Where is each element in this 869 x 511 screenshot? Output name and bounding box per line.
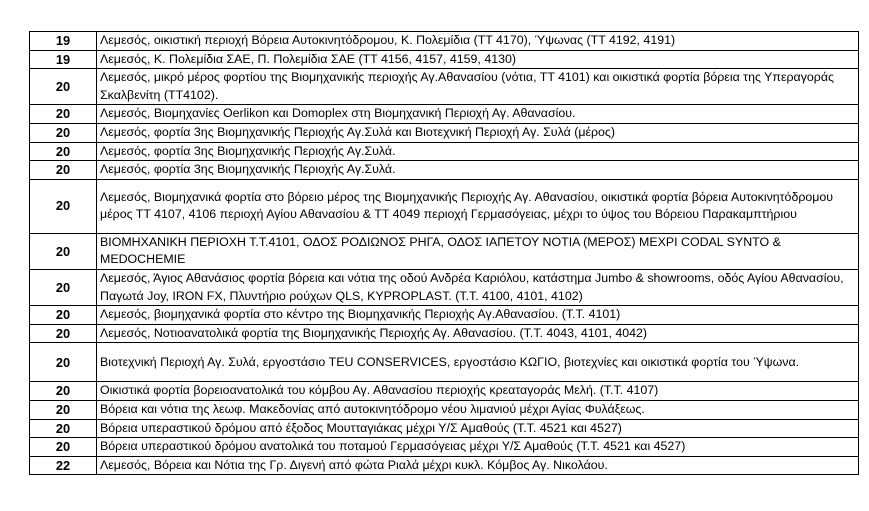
area-description-cell: Λεμεσός, Κ. Πολεμίδια ΣΑΕ, Π. Πολεμίδια ΣΑΕ (ΤΤ 4156, 4157, 4159, 4130)	[97, 50, 859, 69]
table-row	[30, 161, 859, 180]
table-row	[30, 105, 859, 124]
table-row	[30, 400, 859, 419]
area-description-cell: Λεμεσός, βιομηχανικά φορτία στο κέντρο της Βιομηχανικής Περιοχής Αγ.Αθανασίου. (Τ.Τ. 4101)	[97, 306, 859, 325]
table-row	[30, 419, 859, 438]
area-description-cell: Βιοτεχνική Περιοχή Αγ. Συλά, εργοστάσιο TEU CONSERVICES, εργοστάσιο ΚΩΓΙΟ, βιοτεχνίες και οικιστικά φορτία του Ύψωνα.	[97, 343, 859, 382]
table-row	[30, 343, 859, 382]
table-row	[30, 50, 859, 69]
area-description-cell: Βόρεια υπεραστικού δρόμου από έξοδος Μουτταγιάκας μέχρι Υ/Σ Αμαθούς (Τ.Τ. 4521 και 4527)	[97, 419, 859, 438]
day-cell: 19	[30, 32, 97, 51]
outage-table-body	[30, 32, 859, 475]
day-cell: 20	[30, 306, 97, 325]
area-description-cell: Βόρεια και νότια της λεωφ. Μακεδονίας από αυτοκινητόδρομο νέου λιμανιού μέχρι Αγίας Φυλάξεως.	[97, 400, 859, 419]
day-cell: 20	[30, 142, 97, 161]
day-cell: 20	[30, 105, 97, 124]
table-row	[30, 324, 859, 343]
day-cell: 20	[30, 233, 97, 269]
table-row	[30, 306, 859, 325]
table-row	[30, 179, 859, 233]
table-row	[30, 269, 859, 305]
area-description-cell: Λεμεσός, Βόρεια και Νότια της Γρ. Διγενή από φώτα Ριαλά μέχρι κυκλ. Κόμβος Αγ. Νικολάου.	[97, 456, 859, 475]
outage-schedule-table	[29, 31, 859, 475]
table-row	[30, 123, 859, 142]
day-cell: 19	[30, 50, 97, 69]
area-description-cell: Λεμεσός, Νοτιοανατολικά φορτία της Βιομηχανικής Περιοχής Αγ. Αθανασίου. (Τ.Τ. 4043, 4101, 4042)	[97, 324, 859, 343]
table-row	[30, 142, 859, 161]
area-description-cell: Λεμεσός, Βιομηχανικά φορτία στο βόρειο μέρος της Βιομηχανικής Περιοχής Αγ. Αθανασίου, οικιστικά φορτία βόρεια Αυτοκινητόδρομου μέρος ΤΤ 4107, 4106 περιοχή Αγίου Αθανασίου & ΤΤ 4049 περιοχή Γερμασόγειας, μέχρι το ύψος του Βόρειου Παρακαμπτήριου	[97, 179, 859, 233]
area-description-cell: Λεμεσός, Άγιος Αθανάσιος φορτία βόρεια και νότια της οδού Ανδρέα Καριόλου, κατάστημα Jumbo & showrooms, οδός Αγίου Αθανασίου, Παγωτά Joy, IRON FX, Πλυντήριο ρούχων QLS, KYPROPLAST. (Τ.Τ. 4100, 4101, 4102)	[97, 269, 859, 305]
table-row	[30, 456, 859, 475]
area-description-cell: Λεμεσός, φορτία 3ης Βιομηχανικής Περιοχής Αγ.Συλά και Βιοτεχνική Περιοχή Αγ. Συλά (μέρος)	[97, 123, 859, 142]
day-cell: 20	[30, 400, 97, 419]
area-description-cell: Οικιστικά φορτία βορειοανατολικά του κόμβου Αγ. Αθανασίου περιοχής κρεαταγοράς Μελή. (Τ.Τ. 4107)	[97, 382, 859, 401]
area-description-cell: Λεμεσός, οικιστική περιοχή Βόρεια Αυτοκινητόδρομου, Κ. Πολεμίδια (ΤΤ 4170), Ύψωνας (ΤΤ 4192, 4191)	[97, 32, 859, 51]
day-cell: 20	[30, 161, 97, 180]
day-cell: 20	[30, 269, 97, 305]
day-cell: 20	[30, 438, 97, 457]
day-cell: 20	[30, 382, 97, 401]
day-cell: 20	[30, 324, 97, 343]
table-row	[30, 382, 859, 401]
day-cell: 20	[30, 419, 97, 438]
area-description-cell: Λεμεσός, μικρό μέρος φορτίου της Βιομηχανικής περιοχής Αγ.Αθανασίου (νότια, ΤΤ 4101) και οικιστικά φορτία βόρεια της Υπεραγοράς Σκαλβενίτη (ΤΤ4102).	[97, 69, 859, 105]
day-cell: 20	[30, 69, 97, 105]
table-row	[30, 69, 859, 105]
table-row	[30, 438, 859, 457]
table-row	[30, 32, 859, 51]
table-row	[30, 233, 859, 269]
day-cell: 20	[30, 343, 97, 382]
area-description-cell: ΒΙΟΜΗΧΑΝΙΚΗ ΠΕΡΙΟΧΗ Τ.Τ.4101, ΟΔΟΣ ΡΟΔΙΩΝΟΣ ΡΗΓΑ, ΟΔΟΣ ΙΑΠΕΤΟΥ ΝΟΤΙΑ (ΜΕΡΟΣ) ΜΕΧΡΙ CODAL SYNTO & MEDOCHEMIE	[97, 233, 859, 269]
area-description-cell: Βόρεια υπεραστικού δρόμου ανατολικά του ποταμού Γερμασόγειας μέχρι Υ/Σ Αμαθούς (Τ.Τ. 4521 και 4527)	[97, 438, 859, 457]
day-cell: 20	[30, 123, 97, 142]
area-description-cell: Λεμεσός, φορτία 3ης Βιομηχανικής Περιοχής Αγ.Συλά.	[97, 142, 859, 161]
day-cell: 22	[30, 456, 97, 475]
area-description-cell: Λεμεσός, φορτία 3ης Βιομηχανικής Περιοχής Αγ.Συλά.	[97, 161, 859, 180]
area-description-cell: Λεμεσός, Βιομηχανίες Oerlikon και Domoplex στη Βιομηχανική Περιοχή Αγ. Αθανασίου.	[97, 105, 859, 124]
day-cell: 20	[30, 179, 97, 233]
